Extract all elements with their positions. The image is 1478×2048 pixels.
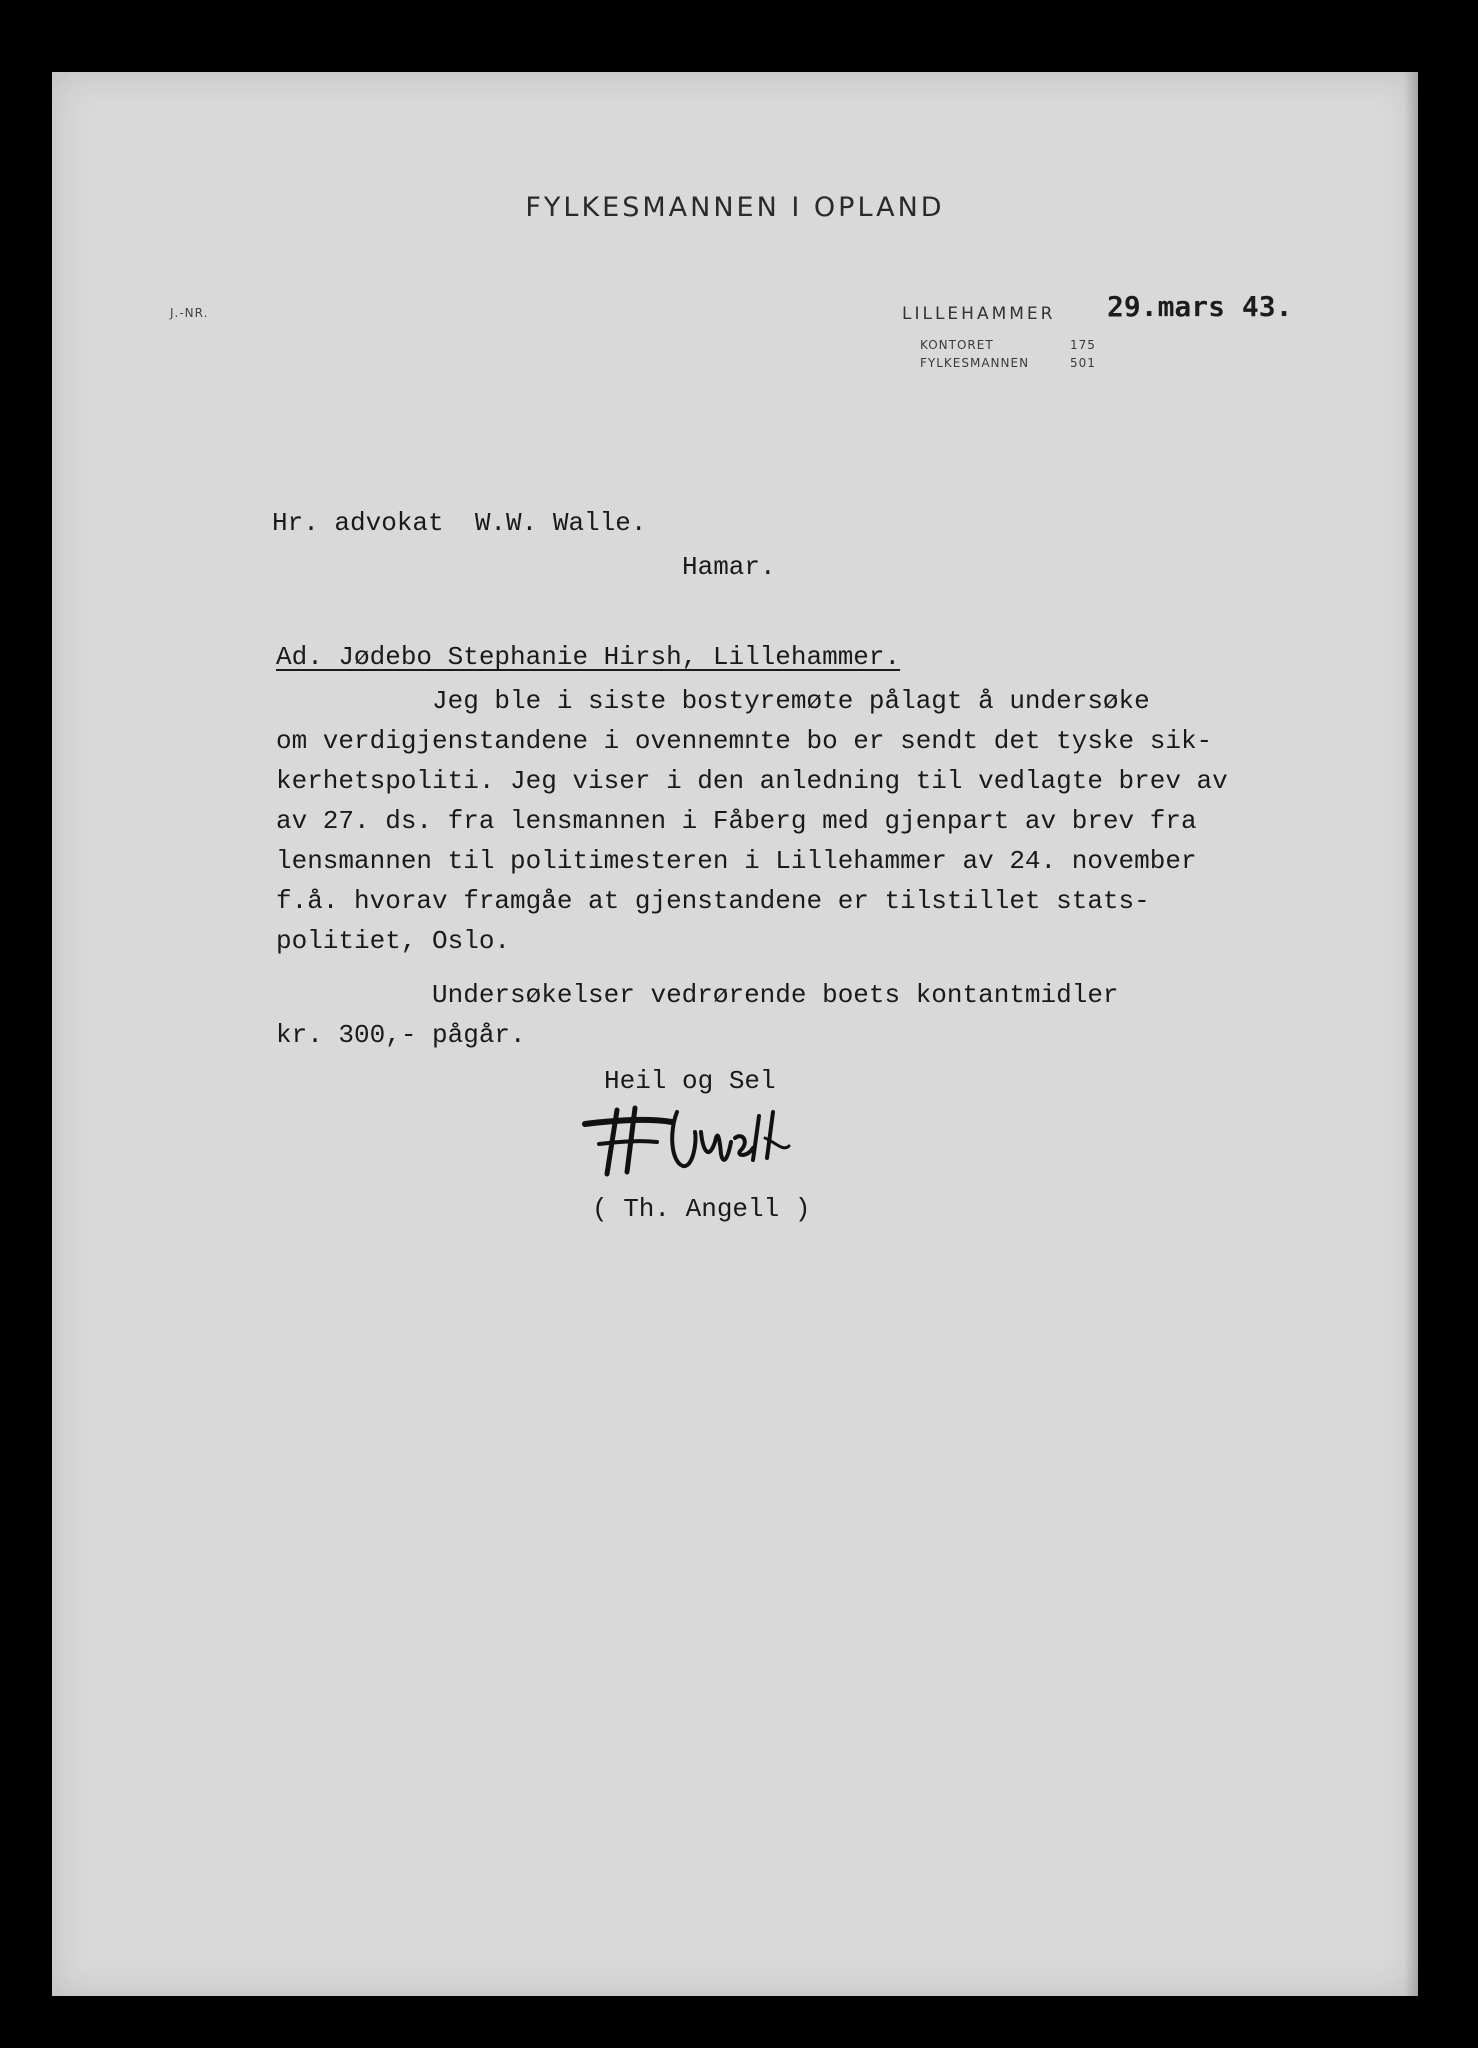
body-line: Undersøkelser vedrørende boets kontantmidler <box>276 980 1119 1010</box>
body-line: lensmannen til politimesteren i Lillehammer av 24. november <box>276 846 1197 876</box>
closing-greeting: Heil og Sel <box>604 1066 776 1096</box>
body-line: politiet, Oslo. <box>276 926 511 956</box>
journal-number-label: J.-NR. <box>170 306 209 320</box>
handwritten-signature <box>577 1102 817 1182</box>
body-line: Jeg ble i siste bostyremøte pålagt å undersøke <box>276 686 1150 716</box>
phone-governor <box>920 356 1096 370</box>
body-line: kr. 300,- pågår. <box>276 1020 526 1050</box>
phone-governor-number: 501 <box>1070 356 1096 370</box>
body-line: av 27. ds. fra lensmannen i Fåberg med gjenpart av brev fra <box>276 806 1197 836</box>
body-line: kerhetspoliti. Jeg viser i den anledning til vedlagte brev av <box>276 766 1228 796</box>
letter-page <box>52 72 1418 1996</box>
recipient-line: Hr. advokat W.W. Walle. <box>272 508 647 538</box>
phone-office <box>920 338 1096 352</box>
letter-date: 29.mars 43. <box>1107 290 1293 323</box>
body-line: om verdigjenstandene i ovennemnte bo er sendt det tyske sik- <box>276 726 1213 756</box>
phone-office-label: KONTORET <box>920 338 994 352</box>
body-line: f.å. hvorav framgåe at gjenstandene er tilstillet stats- <box>276 886 1150 916</box>
letterhead-title: FYLKESMANNEN I OPLAND <box>525 192 945 223</box>
phone-office-number: 175 <box>1070 338 1096 352</box>
phone-governor-label: FYLKESMANNEN <box>920 356 1030 370</box>
recipient-city: Hamar. <box>682 552 776 582</box>
letter-subject: Ad. Jødebo Stephanie Hirsh, Lillehammer. <box>276 642 901 672</box>
letter-place: LILLEHAMMER <box>902 304 1056 324</box>
signatory-name: ( Th. Angell ) <box>592 1194 811 1224</box>
